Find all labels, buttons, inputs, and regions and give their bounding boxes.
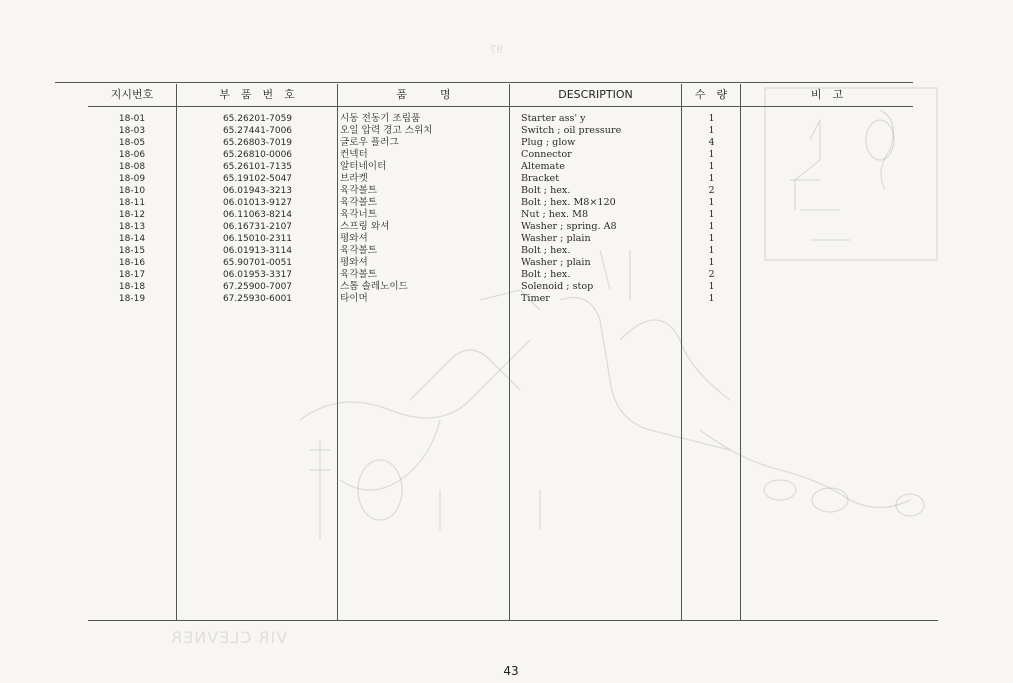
cell-description: Timer bbox=[521, 293, 550, 304]
cell-qty: 1 bbox=[708, 149, 715, 160]
cell-description: Plug ; glow bbox=[521, 137, 576, 148]
cell-name: 알터네이터 bbox=[340, 161, 387, 172]
cell-qty: 1 bbox=[708, 221, 715, 232]
cell-part-no: 06.11063-8214 bbox=[222, 210, 293, 220]
cell-part-no: 06.01913-3114 bbox=[222, 246, 293, 256]
cell-name: 글로우 플러그 bbox=[340, 137, 399, 148]
cell-description: Washer ; spring. A8 bbox=[521, 221, 617, 232]
cell-description: Washer ; plain bbox=[521, 257, 591, 268]
cell-ref: 18-10 bbox=[118, 186, 146, 196]
cell-ref: 18-16 bbox=[118, 258, 146, 268]
cell-name: 컨넥터 bbox=[340, 149, 368, 160]
cell-qty: 1 bbox=[708, 233, 715, 244]
cell-qty: 1 bbox=[708, 257, 715, 268]
cell-description: Solenoid ; stop bbox=[521, 281, 594, 292]
cell-ref: 18-12 bbox=[118, 210, 146, 220]
cell-ref: 18-03 bbox=[118, 126, 146, 136]
cell-name: 육각너트 bbox=[340, 209, 378, 220]
header-part-name: 품 명 bbox=[396, 88, 451, 101]
table-bottom-rule bbox=[88, 620, 938, 621]
cell-ref: 18-09 bbox=[118, 174, 146, 184]
header-quantity: 수 량 bbox=[694, 88, 728, 101]
cell-qty: 1 bbox=[708, 173, 715, 184]
column-divider bbox=[176, 84, 177, 620]
cell-name: 스프링 와셔 bbox=[340, 221, 390, 232]
cell-part-no: 06.16731-2107 bbox=[222, 222, 293, 232]
cell-part-no: 67.25930-6001 bbox=[222, 294, 293, 304]
cell-ref: 18-05 bbox=[118, 138, 146, 148]
cell-description: Altemate bbox=[521, 161, 565, 172]
cell-ref: 18-13 bbox=[118, 222, 146, 232]
cell-qty: 2 bbox=[708, 269, 715, 280]
cell-qty: 1 bbox=[708, 125, 715, 136]
cell-part-no: 65.26201-7059 bbox=[222, 114, 293, 124]
column-divider bbox=[509, 84, 510, 620]
cell-name: 스톱 솔레노이드 bbox=[340, 281, 408, 292]
cell-qty: 2 bbox=[708, 185, 715, 196]
cell-description: Bolt ; hex. bbox=[521, 245, 571, 256]
page-number: 43 bbox=[503, 664, 519, 678]
cell-part-no: 65.26101-7135 bbox=[222, 162, 293, 172]
cell-part-no: 65.90701-0051 bbox=[222, 258, 293, 268]
cell-ref: 18-06 bbox=[118, 150, 146, 160]
cell-part-no: 65.27441-7006 bbox=[222, 126, 293, 136]
cell-qty: 1 bbox=[708, 281, 715, 292]
cell-part-no: 65.26810-0006 bbox=[222, 150, 293, 160]
cell-name: 육각볼트 bbox=[340, 197, 378, 208]
cell-ref: 18-18 bbox=[118, 282, 146, 292]
cell-ref: 18-08 bbox=[118, 162, 146, 172]
cell-ref: 18-17 bbox=[118, 270, 146, 280]
column-divider bbox=[681, 84, 682, 620]
table-top-rule bbox=[55, 82, 913, 83]
cell-part-no: 65.19102-5047 bbox=[222, 174, 293, 184]
cell-description: Connector bbox=[521, 149, 572, 160]
cell-ref: 18-15 bbox=[118, 246, 146, 256]
cell-qty: 1 bbox=[708, 245, 715, 256]
header-ref-no: 지시번호 bbox=[110, 88, 154, 101]
cell-qty: 1 bbox=[708, 293, 715, 304]
cell-qty: 1 bbox=[708, 113, 715, 124]
cell-part-no: 06.01013-9127 bbox=[222, 198, 293, 208]
cell-description: Starter ass' y bbox=[521, 113, 586, 124]
header-part-no: 부 품 번 호 bbox=[219, 88, 295, 101]
cell-part-no: 06.01953-3317 bbox=[222, 270, 293, 280]
cell-description: Nut ; hex. M8 bbox=[521, 209, 589, 220]
cell-ref: 18-14 bbox=[118, 234, 146, 244]
cell-description: Bolt ; hex. M8×120 bbox=[521, 197, 616, 208]
bleed-through-text: VIR CLEVNER bbox=[170, 628, 288, 647]
cell-name: 브라켓 bbox=[340, 173, 368, 184]
cell-name: 육각볼트 bbox=[340, 269, 378, 280]
cell-name: 오일 압력 경고 스위치 bbox=[340, 125, 433, 136]
cell-name: 육각볼트 bbox=[340, 185, 378, 196]
cell-description: Bolt ; hex. bbox=[521, 185, 571, 196]
cell-description: Bracket bbox=[521, 173, 560, 184]
cell-ref: 18-01 bbox=[118, 114, 146, 124]
cell-name: 평와셔 bbox=[340, 257, 368, 268]
table-header-rule bbox=[88, 106, 913, 107]
cell-qty: 1 bbox=[708, 197, 715, 208]
cell-part-no: 06.01943-3213 bbox=[222, 186, 293, 196]
cell-description: Washer ; plain bbox=[521, 233, 591, 244]
bleed-through-mark: 97 bbox=[490, 45, 503, 56]
cell-part-no: 06.15010-2311 bbox=[222, 234, 293, 244]
cell-name: 타이머 bbox=[340, 293, 368, 304]
column-divider bbox=[740, 84, 741, 620]
column-divider bbox=[337, 84, 338, 620]
cell-ref: 18-19 bbox=[118, 294, 146, 304]
cell-part-no: 65.26803-7019 bbox=[222, 138, 293, 148]
cell-ref: 18-11 bbox=[118, 198, 146, 208]
header-description: DESCRIPTION bbox=[558, 88, 633, 101]
cell-qty: 4 bbox=[708, 137, 715, 148]
cell-name: 평와셔 bbox=[340, 233, 368, 244]
cell-description: Bolt ; hex. bbox=[521, 269, 571, 280]
header-remarks: 비 고 bbox=[810, 88, 844, 101]
cell-description: Switch ; oil pressure bbox=[521, 125, 622, 136]
cell-part-no: 67.25900-7007 bbox=[222, 282, 293, 292]
cell-qty: 1 bbox=[708, 209, 715, 220]
cell-qty: 1 bbox=[708, 161, 715, 172]
cell-name: 시동 전동기 조립품 bbox=[340, 113, 421, 124]
cell-name: 육각볼트 bbox=[340, 245, 378, 256]
